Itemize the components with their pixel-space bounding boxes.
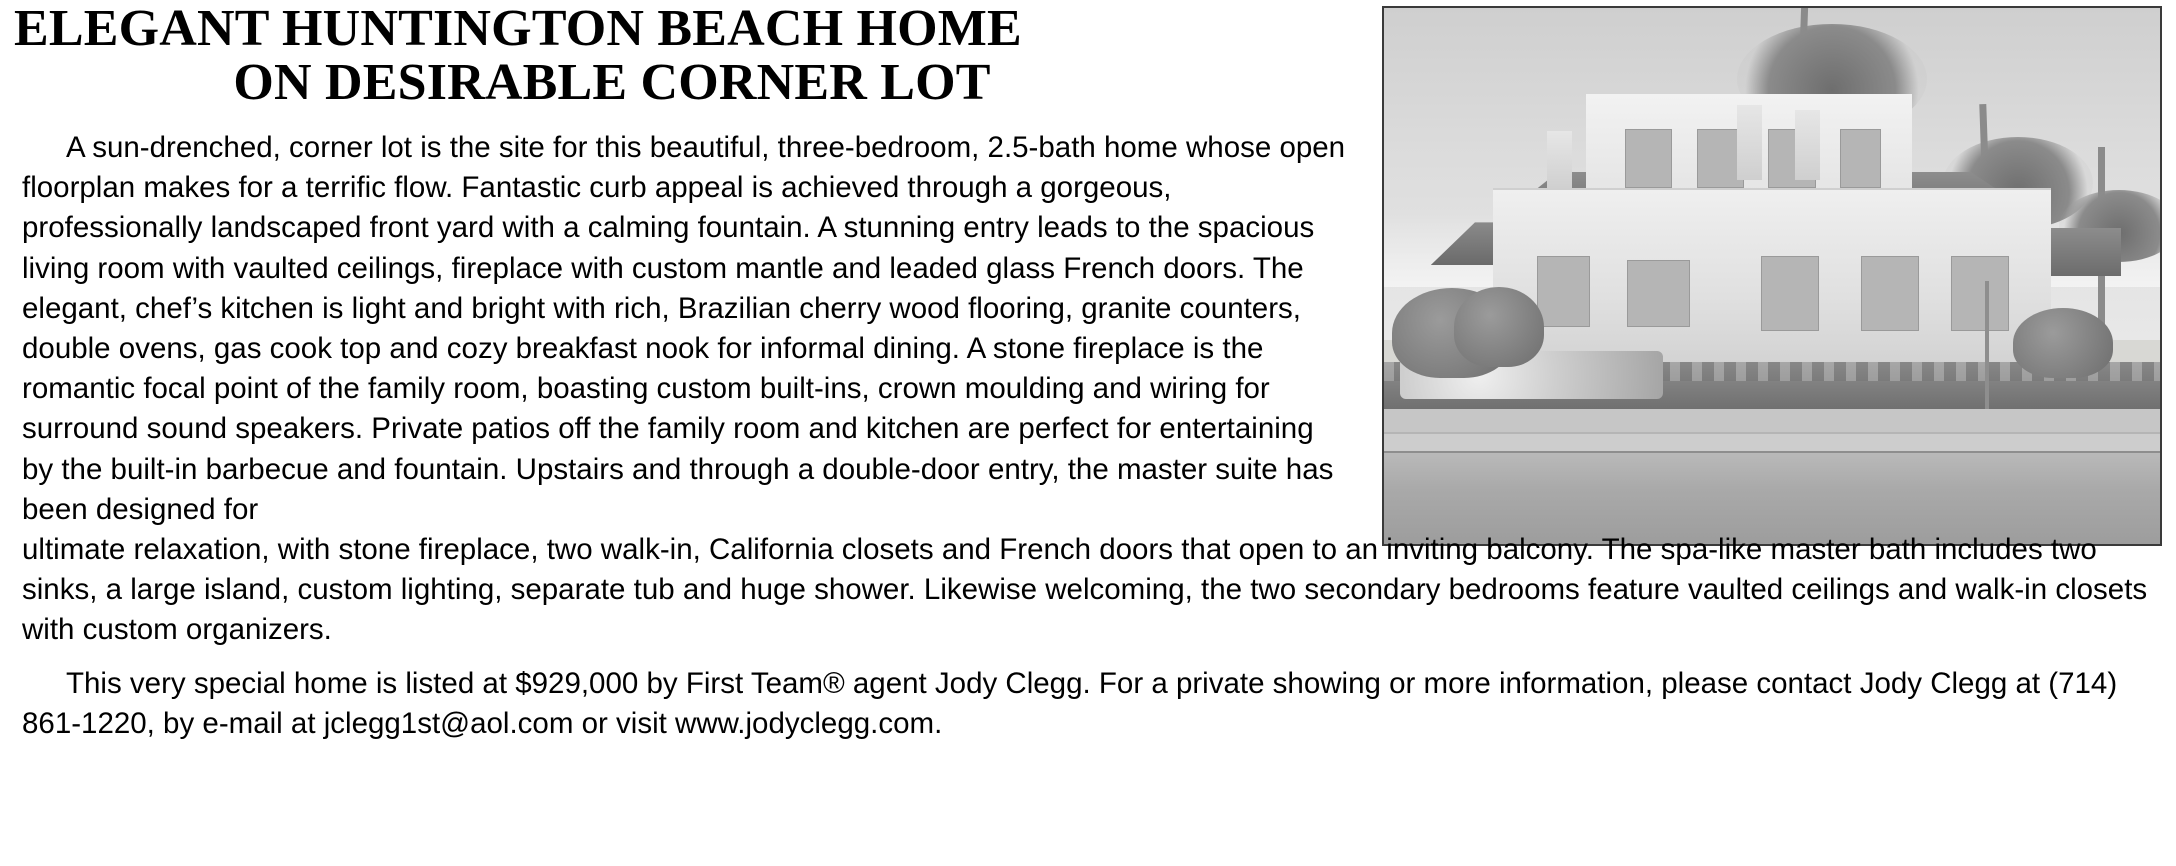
headline-line-2: ON DESIRABLE CORNER LOT [233, 54, 991, 112]
article-body [22, 128, 2154, 744]
article-paragraph-1-continued: ultimate relaxation, with stone fireplace, two walk-in, California closets and French doors that open to an inviting balcony. The spa-like master bath includes two sinks, a large island, custom lighting, separate tub and huge shower. Likewise welcoming, the two secondary bedrooms feature vaulted ceilings and walk-in closets with custom organizers. [22, 533, 2148, 647]
article-paragraph-1 [22, 128, 1352, 530]
headline-line-1: ELEGANT HUNTINGTON BEACH HOME [14, 0, 1022, 57]
article-paragraph-2-text: This very special home is listed at $929,000 by First Team® agent Jody Clegg. For a private showing or more information, please contact Jody Clegg at (714) 861-1220, by e-mail at jclegg1st@aol.com or visit www.jodyclegg.com. [22, 666, 2118, 740]
article-paragraph-2 [22, 664, 2154, 744]
article-paragraph-1-text: A sun-drenched, corner lot is the site for this beautiful, three-bedroom, 2.5-bath home whose open floorplan makes for a terrific flow. Fantastic curb appeal is achieved through a gorgeous, professionally landscaped front yard with a calming fountain. A stunning entry leads to the spacious living room with vaulted ceilings, fireplace with custom mantle and leaded glass French doors. The elegant, chef’s kitchen is light and bright with rich, Brazilian cherry wood flooring, granite counters, double ovens, gas cook top and cozy breakfast nook for informal dining. A stone fireplace is the romantic focal point of the family room, boasting custom built-ins, crown moulding and wiring for surround sound speakers. Private patios off the family room and kitchen are perfect for entertaining by the built-in barbecue and fountain. Upstairs and through a double-door entry, the master suite has been designed for [22, 131, 1346, 526]
page-title [8, 2, 1356, 110]
